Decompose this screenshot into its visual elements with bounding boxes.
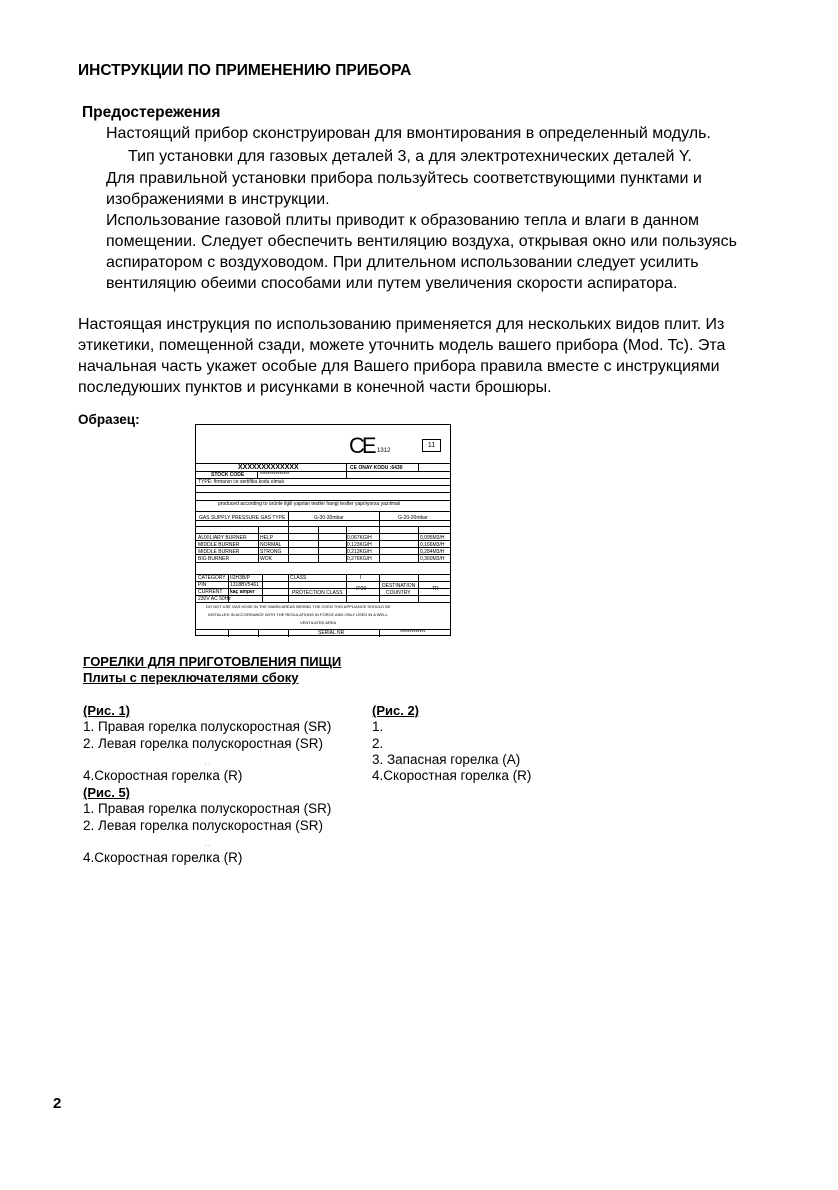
plate-pin: PIN <box>198 582 207 588</box>
plate-tr: TR <box>432 586 439 592</box>
paragraph-line: начальная часть укажет особые для Вашего прибора правила вместе с инструкциями <box>78 358 720 375</box>
plate-warning: INSTALLED IN ACCORDANCE WITH THE REGULATIONS IN FORCE AND ONLY USED IN A WELL <box>208 612 388 617</box>
burners-subheading: Плиты с переключателями сбоку <box>83 670 299 685</box>
plate-category: CATEGORY <box>198 575 226 581</box>
fig1-item: 4.Скоростная горелка (R) <box>83 768 243 783</box>
plate-produced: produced according to ürünle ilgili yapılan testler hangi testler yapılıyorsa yazılmalı <box>218 501 401 507</box>
warning-item-3: Использование газовой плиты приводит к образованию тепла и влаги в данном <box>106 212 699 229</box>
fig5-label: (Рис. 5) <box>83 785 131 800</box>
sample-label: Образец: <box>78 412 140 427</box>
warning-item-3-cont: аспиратором с воздуховодом. При длительном использовании следует усилить <box>106 254 699 271</box>
fig5-item: 4.Скоростная горелка (R) <box>83 850 243 865</box>
burner-kg: 0,213KG/H <box>347 549 372 555</box>
fig2-item: 3. Запасная горелка (A) <box>372 752 521 767</box>
burner-type: STRONG <box>260 549 282 555</box>
plate-model: XXXXXXXXXXXXX <box>238 464 299 471</box>
warning-item-2-cont: изображениями в инструкции. <box>106 191 330 208</box>
burner-m3: 0,284M3/H <box>420 549 445 555</box>
plate-g30: G-30-30mbar <box>314 515 344 521</box>
plate-destination: DESTINATION <box>382 583 416 589</box>
burner-type: WOK <box>260 556 272 562</box>
page-title: ИНСТРУКЦИИ ПО ПРИМЕНЕНИЮ ПРИБОРА <box>78 62 412 79</box>
burner-type: NORMAL <box>260 542 282 548</box>
plate-onay: CE ONAY KODU :6430 <box>350 465 403 471</box>
warning-item-1: Тип установки для газовых деталей 3, а для электротехнических деталей Y. <box>128 148 692 165</box>
plate-stock-code: STOCK CODE <box>211 472 245 478</box>
fig5-item: 1. Правая горелка полускоростная (SR) <box>83 801 332 816</box>
page-number: 2 <box>53 1095 62 1112</box>
plate-gas-supply: GAS SUPPLY PRESSURE GAS TYPE <box>199 515 286 521</box>
warning-item-3-cont: вентиляцию обеими способами или путем увеличения скорости аспиратора. <box>106 275 678 292</box>
burner-m3: 0,095M3/H <box>420 535 445 541</box>
burner-name: BIG BURNER <box>198 556 230 562</box>
burner-type: HELP <box>260 535 274 541</box>
warning-item-3-cont: помещении. Следует обеспечить вентиляцию воздуха, открывая окно или пользуясь <box>106 233 737 250</box>
burner-name: AUXILIARY BURNER <box>198 535 247 541</box>
plate-box-number: 11 <box>422 439 441 452</box>
plate-protection: PROTECTION CLASS <box>292 590 343 596</box>
warning-item-2: Для правильной установки прибора пользуйтесь соответствующими пунктами и <box>106 170 702 187</box>
paragraph-line: этикетики, помещенной сзади, можете уточнить модель вашего прибора (Mod. Tc). Эта <box>78 337 726 354</box>
plate-country: COUNTRY <box>386 590 411 596</box>
burner-kg: 0,123KG/H <box>347 542 372 548</box>
burner-name: MIDDLE BURNER <box>198 542 240 548</box>
plate-g20: G-20-20mbar <box>398 515 428 521</box>
plate-pin-value: 1318BV5461 <box>230 582 259 588</box>
burner-kg: 0,276KG/H <box>347 556 372 562</box>
fig2-item: 2. <box>372 736 384 751</box>
plate-voltage: 230V AC 50Hz <box>198 596 231 602</box>
plate-serial-value: ************* <box>400 630 426 636</box>
plate-type: TYPE: firmanın ce sertifika kodu olmalı <box>198 479 285 485</box>
plate-warning: VENTILATED AREA <box>300 620 337 625</box>
plate-class-value: I <box>360 575 362 581</box>
plate-ip: IP20 <box>356 586 367 592</box>
rating-plate <box>195 424 451 636</box>
plate-current-value: kaç amper <box>230 589 255 595</box>
burner-kg: 0,067KG/H <box>347 535 372 541</box>
dot-mark: . . <box>205 842 211 848</box>
plate-current: CURRENT <box>198 589 223 595</box>
burners-heading: ГОРЕЛКИ ДЛЯ ПРИГОТОВЛЕНИЯ ПИЩИ <box>83 654 342 669</box>
fig1-label: (Рис. 1) <box>83 703 131 718</box>
warnings-intro: Настоящий прибор сконструирован для вмонтирования в определенный модуль. <box>106 125 711 142</box>
fig2-item: 4.Скоростная горелка (R) <box>372 768 532 783</box>
fig1-item: 2. Левая горелка полускоростная (SR) <box>83 736 324 751</box>
burner-m3: 0,166M3/H <box>420 542 445 548</box>
plate-warning: DO NOT USE GAS HOSE IN THE WARM AREAS BEHIND THE OVEN THIS APPLIANCE SHOULD BE <box>206 604 391 609</box>
paragraph-line: последуюших пунктов и рисунками в конечной части брошюры. <box>78 379 552 396</box>
burner-m3: 0,360M3/H <box>420 556 445 562</box>
fig5-item: 2. Левая горелка полускоростная (SR) <box>83 818 324 833</box>
ce-number: 1312 <box>377 448 391 454</box>
ce-mark: CE <box>349 433 374 458</box>
plate-category-value: II2H3B/P <box>230 575 251 581</box>
warnings-heading: Предостережения <box>82 104 221 121</box>
fig1-item: 1. Правая горелка полускоростная (SR) <box>83 719 332 734</box>
plate-serial: SERIAL NR <box>318 630 345 636</box>
fig2-label: (Рис. 2) <box>372 703 420 718</box>
burner-name: MIDDLE BURNER <box>198 549 240 555</box>
plate-stock-value: *************** <box>260 472 290 478</box>
paragraph-line: Настоящая инструкция по использованию применяется для нескольких видов плит. Из <box>78 316 725 333</box>
dot-mark: . . <box>205 760 211 766</box>
fig2-item: 1. <box>372 719 384 734</box>
plate-class: CLASS <box>290 575 307 581</box>
